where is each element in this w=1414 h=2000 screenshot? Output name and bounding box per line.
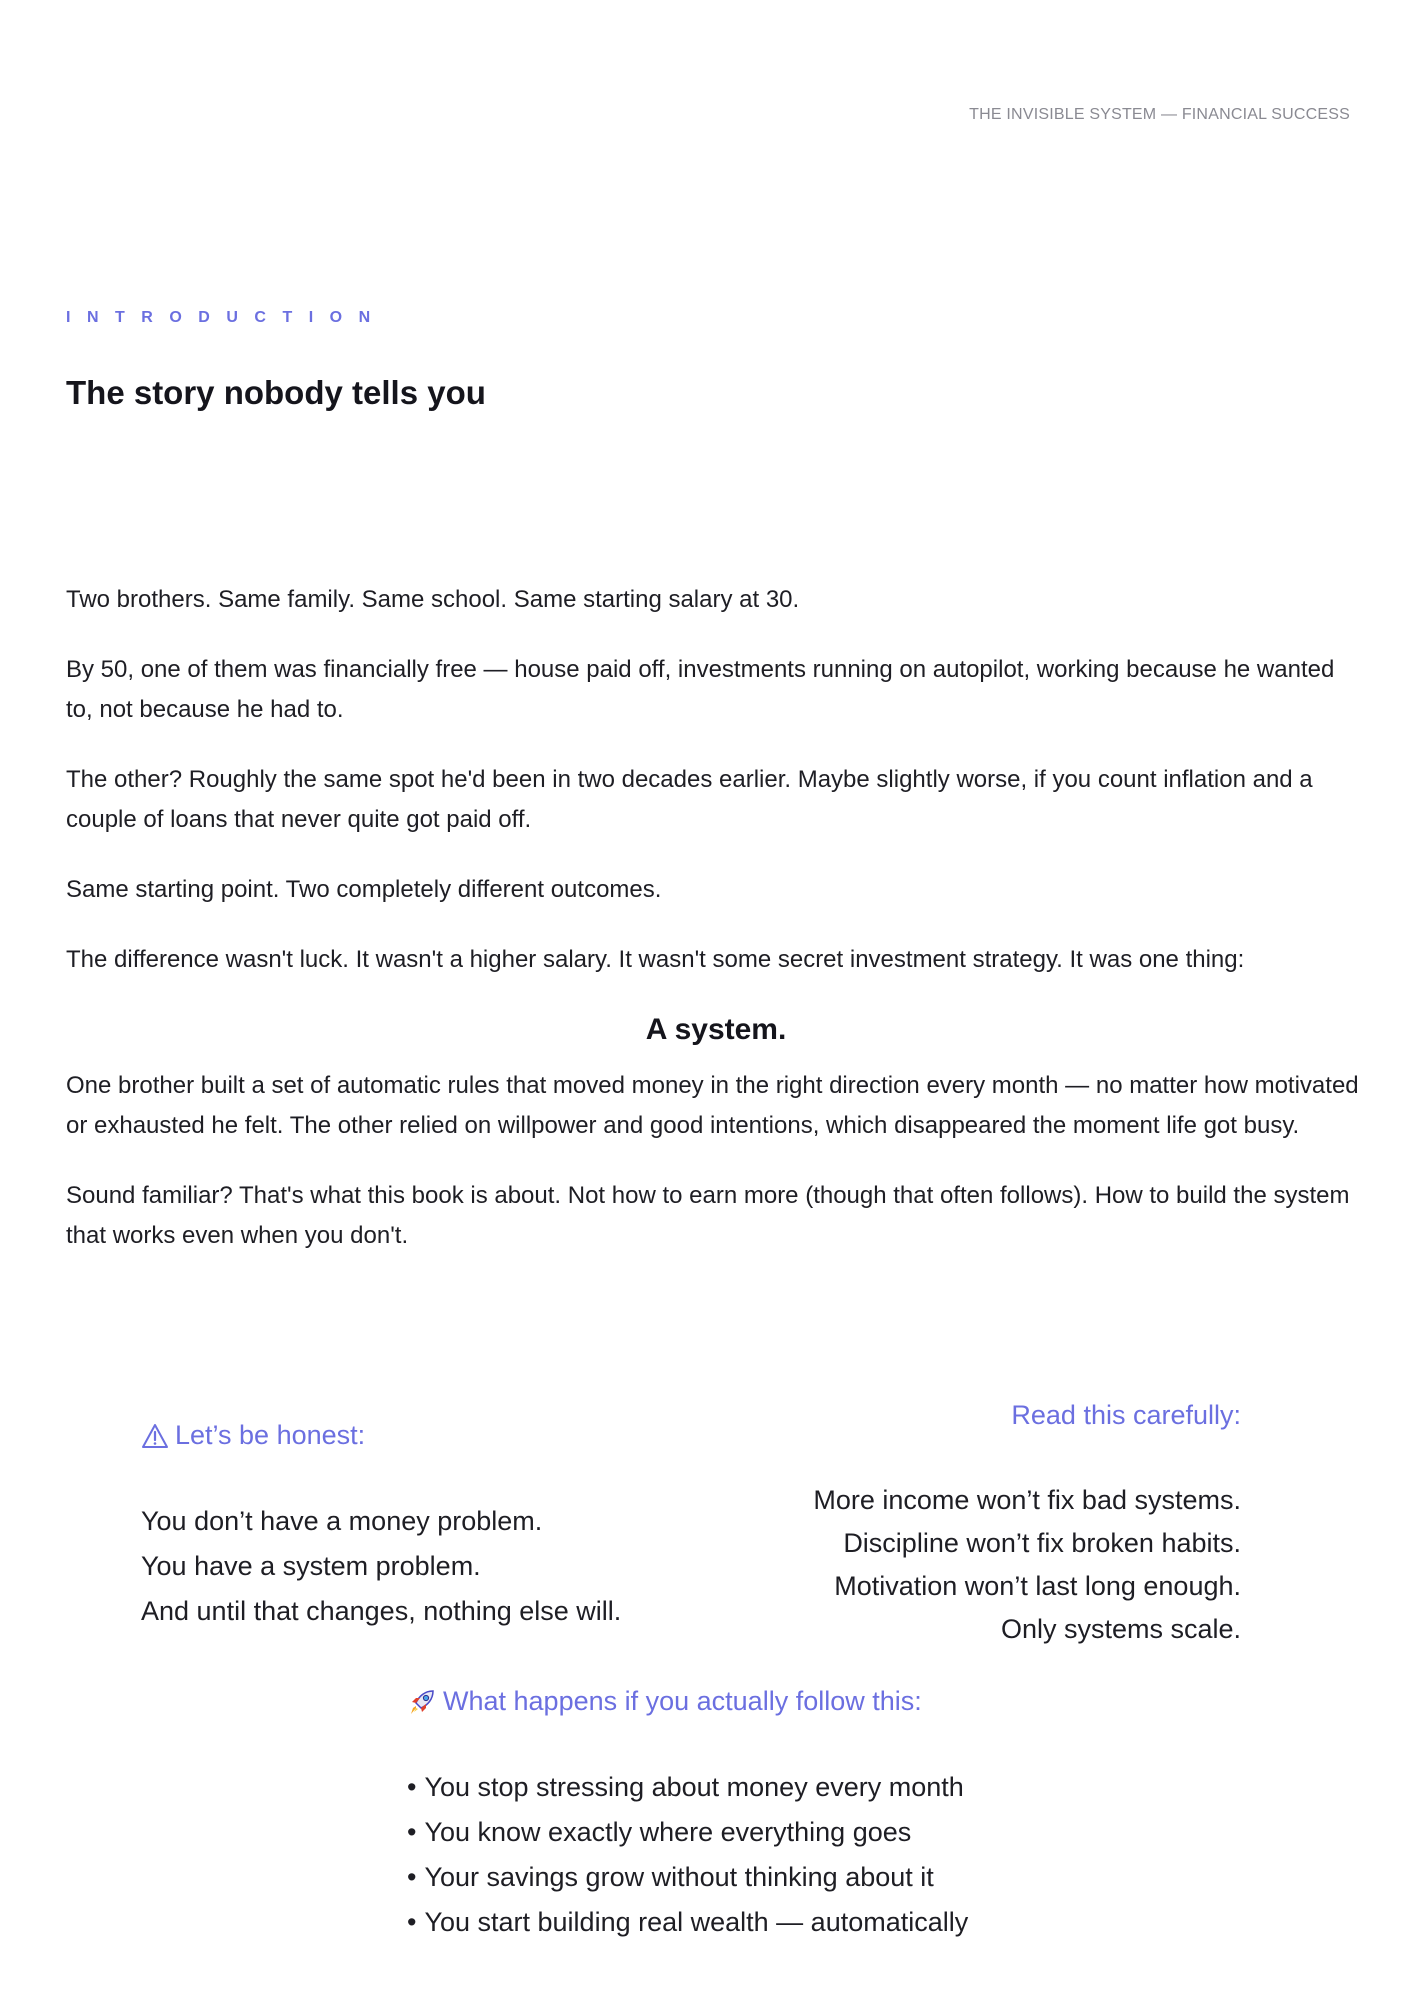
- callout-heading: [407, 1686, 968, 1717]
- emphasis-statement: A system.: [645, 1013, 787, 1046]
- callout-line: You have a system problem.: [141, 1551, 481, 1581]
- running-header: THE INVISIBLE SYSTEM — FINANCIAL SUCCESS: [969, 106, 1350, 123]
- callout-line: Motivation won’t last long enough.: [834, 1571, 1241, 1601]
- callout-line: Only systems scale.: [1000, 1614, 1241, 1644]
- paragraph: The difference wasn't luck. It wasn't a higher salary. It wasn't some secret investment strategy. It was one thing:: [66, 946, 1245, 973]
- body-text: [66, 580, 1366, 1286]
- list-item: • You start building real wealth — automatically: [407, 1900, 968, 1945]
- paragraph: The other? Roughly the same spot he'd been in two decades earlier. Maybe slightly worse, if you count inflation and a couple of loans that never quite got paid off.: [66, 766, 1313, 833]
- rocket-icon: [407, 1687, 437, 1717]
- callout-line: Discipline won’t fix broken habits.: [843, 1528, 1241, 1558]
- list-item: • You know exactly where everything goes: [407, 1810, 968, 1855]
- warning-triangle-icon: [141, 1423, 169, 1449]
- paragraph: Two brothers. Same family. Same school. Same starting salary at 30.: [66, 586, 800, 613]
- callout-line: More income won’t fix bad systems.: [813, 1485, 1241, 1515]
- paragraph: One brother built a set of automatic rules that moved money in the right direction every month — no matter how motivated or exhausted he felt. The other relied on willpower and good intentions, which disappeared the moment life got busy.: [66, 1072, 1359, 1139]
- list-item: • You stop stressing about money every month: [407, 1765, 968, 1810]
- callout-heading-text: Let’s be honest:: [175, 1420, 366, 1450]
- callout-lines: [141, 1499, 621, 1634]
- callout-heading: [141, 1420, 621, 1451]
- callout-heading-text: What happens if you actually follow this:: [443, 1686, 922, 1716]
- callout-honest: [141, 1420, 621, 1634]
- paragraph: By 50, one of them was financially free — house paid off, investments running on autopilot, working because he wanted to, not because he had to.: [66, 656, 1335, 723]
- callout-what-happens: [407, 1686, 968, 1945]
- benefits-list: [407, 1765, 968, 1945]
- paragraph: Same starting point. Two completely different outcomes.: [66, 876, 662, 903]
- callout-line: And until that changes, nothing else will.: [141, 1596, 622, 1626]
- callout-heading: Read this carefully:: [1011, 1400, 1241, 1430]
- section-eyebrow: INTRODUCTION: [66, 309, 387, 326]
- callout-read-carefully: [813, 1400, 1241, 1651]
- paragraph: Sound familiar? That's what this book is about. Not how to earn more (though that often follows). How to build the system that works even when you don't.: [66, 1182, 1350, 1249]
- callout-lines: [813, 1479, 1241, 1651]
- callout-line: You don’t have a money problem.: [141, 1506, 543, 1536]
- chapter-title: The story nobody tells you: [66, 374, 486, 411]
- list-item: • Your savings grow without thinking about it: [407, 1855, 968, 1900]
